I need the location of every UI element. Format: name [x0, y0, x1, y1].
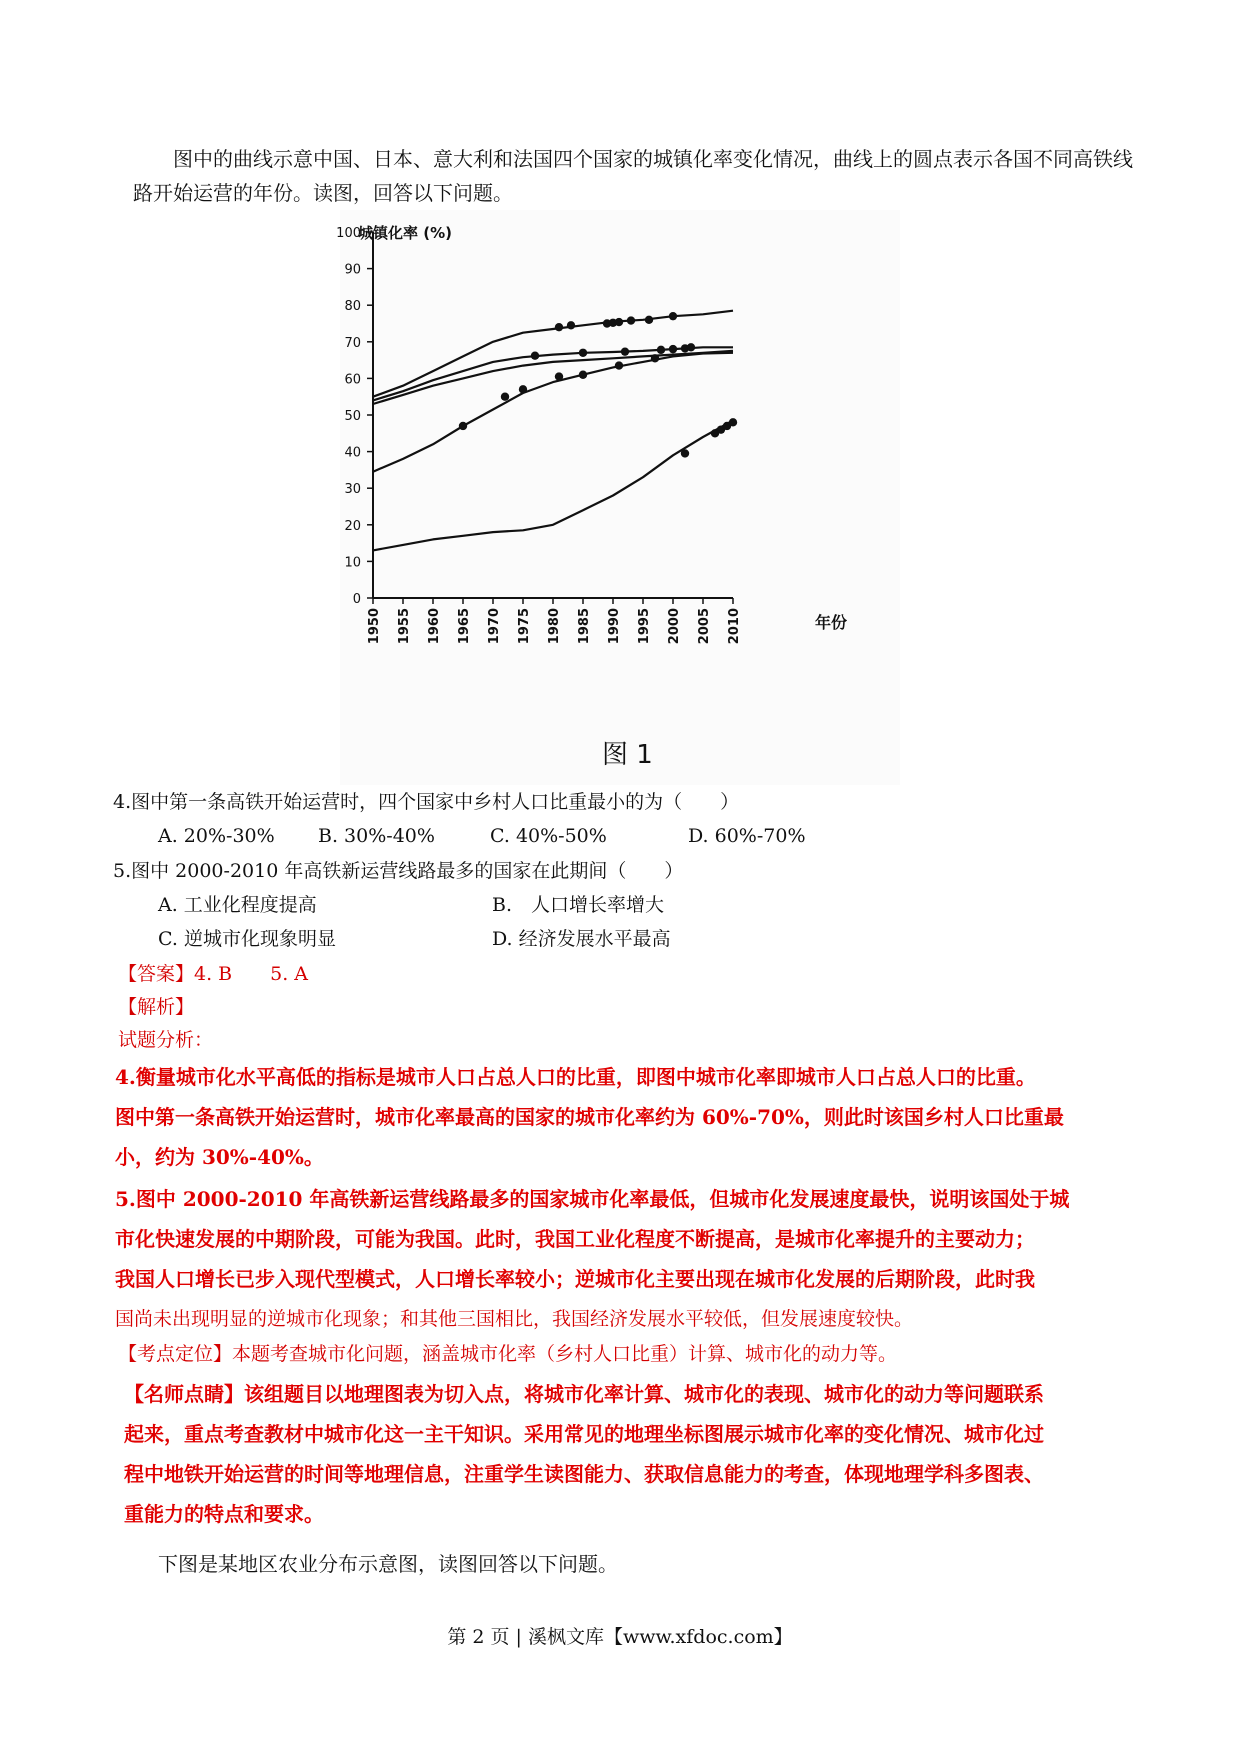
- x-tick-label: 1990: [607, 608, 622, 645]
- explanation-4-line-2: 图中第一条高铁开始运营时，城市化率最高的国家的城市化率约为 60%-70%，则此时该国乡村人口比重最: [115, 1105, 1064, 1129]
- rail-opening-marker: [669, 345, 677, 353]
- mingshi-line-4: 重能力的特点和要求。: [124, 1502, 324, 1526]
- rail-opening-marker: [621, 347, 629, 355]
- rail-opening-marker: [687, 343, 695, 351]
- y-tick-label: 90: [344, 262, 361, 278]
- rail-opening-marker: [651, 354, 659, 362]
- explanation-4-line-3: 小，约为 30%-40%。: [115, 1145, 324, 1169]
- rail-opening-marker: [555, 372, 563, 380]
- rail-opening-marker: [579, 349, 587, 357]
- question-4-option-b: B. 30%-40%: [318, 825, 435, 847]
- y-tick-label: 10: [344, 555, 361, 571]
- rail-opening-marker: [729, 418, 737, 426]
- rail-opening-marker: [615, 361, 623, 369]
- rail-opening-marker: [459, 422, 467, 430]
- mingshi-line-1: 【名师点睛】该组题目以地理图表为切入点，将城市化率计算、城市化的表现、城市化的动力等问题联系: [124, 1382, 1044, 1406]
- mingshi-line-2: 起来，重点考查教材中城市化这一主干知识。采用常见的地理坐标图展示城市化率的变化情况、城市化过: [124, 1422, 1044, 1446]
- explanation-5-line-4: 国尚未出现明显的逆城市化现象；和其他三国相比，我国经济发展水平较低，但发展速度较快。: [115, 1308, 914, 1330]
- question-4-option-d: D. 60%-70%: [688, 825, 806, 847]
- rail-opening-marker: [645, 316, 653, 324]
- x-tick-label: 2005: [697, 608, 712, 645]
- rail-opening-marker: [555, 323, 563, 331]
- y-tick-label: 40: [344, 445, 361, 461]
- y-tick-label: 60: [344, 372, 361, 388]
- analysis-subheading: 试题分析：: [118, 1029, 214, 1051]
- question-5-option-b: B. 人口增长率增大: [492, 894, 665, 916]
- x-tick-label: 1970: [487, 608, 502, 645]
- question-5-option-d: D. 经济发展水平最高: [492, 928, 671, 950]
- figure-caption: 图 1: [602, 740, 653, 770]
- rail-opening-marker: [519, 385, 527, 393]
- x-tick-label: 1975: [517, 608, 532, 645]
- x-tick-label: 1980: [547, 608, 562, 645]
- analysis-heading: 【解析】: [118, 996, 195, 1018]
- y-axis-label: 城镇化率 (%): [358, 224, 452, 242]
- intro-paragraph: 图中的曲线示意中国、日本、意大利和法国四个国家的城镇化率变化情况，曲线上的圆点表示各国不同高铁线路开始运营的年份。读图，回答以下问题。: [133, 147, 1133, 205]
- next-question-intro: 下图是某地区农业分布示意图，读图回答以下问题。: [158, 1552, 618, 1576]
- y-tick-label: 0: [352, 592, 361, 607]
- urbanization-figure: [336, 210, 900, 785]
- explanation-5-line-3: 我国人口增长已步入现代型模式，人口增长率较小；逆城市化主要出现在城市化发展的后期阶段，此时我: [115, 1267, 1035, 1291]
- x-axis-label: 年份: [815, 613, 848, 632]
- y-tick-label: 100: [336, 226, 361, 241]
- question-5-option-c: C. 逆城市化现象明显: [158, 928, 336, 950]
- x-tick-label: 1955: [397, 608, 412, 645]
- question-4-option-a: A. 20%-30%: [158, 825, 275, 847]
- question-5-stem: 5.图中 2000-2010 年高铁新运营线路最多的国家在此期间（ ）: [113, 860, 684, 882]
- rail-opening-marker: [657, 346, 665, 354]
- y-tick-label: 30: [344, 482, 361, 498]
- rail-opening-marker: [627, 316, 635, 324]
- y-tick-label: 50: [344, 409, 361, 424]
- rail-opening-marker: [669, 312, 677, 320]
- question-5-option-a: A. 工业化程度提高: [158, 894, 317, 916]
- question-4-option-c: C. 40%-50%: [490, 825, 607, 847]
- x-tick-label: 2000: [667, 608, 682, 645]
- x-tick-label: 1985: [577, 608, 592, 645]
- x-tick-label: 1995: [637, 608, 652, 645]
- x-tick-label: 1950: [367, 608, 382, 645]
- rail-opening-marker: [615, 318, 623, 326]
- rail-opening-marker: [531, 352, 539, 360]
- answer-line: 【答案】4. B 5. A: [118, 963, 309, 985]
- rail-opening-marker: [567, 321, 575, 329]
- y-tick-label: 70: [344, 335, 361, 351]
- rail-opening-marker: [681, 449, 689, 457]
- kaodian-line: 【考点定位】本题考查城市化问题，涵盖城市化率（乡村人口比重）计算、城市化的动力等。: [118, 1343, 898, 1365]
- explanation-5-line-1: 5.图中 2000-2010 年高铁新运营线路最多的国家城市化率最低，但城市化发展速度最快，说明该国处于城: [115, 1187, 1070, 1211]
- urbanization-chart: [336, 210, 900, 785]
- y-tick-label: 80: [344, 299, 361, 315]
- page-footer: 第 2 页 | 溪枫文库【www.xfdoc.com】: [447, 1626, 793, 1648]
- x-tick-label: 1960: [427, 608, 442, 645]
- figure-background: [340, 210, 900, 785]
- x-tick-label: 1965: [457, 608, 472, 645]
- rail-opening-marker: [579, 371, 587, 379]
- x-tick-label: 2010: [727, 608, 742, 645]
- explanation-5-line-2: 市化快速发展的中期阶段，可能为我国。此时，我国工业化程度不断提高，是城市化率提升的主要动力；: [115, 1227, 1035, 1251]
- explanation-4-line-1: 4.衡量城市化水平高低的指标是城市人口占总人口的比重，即图中城市化率即城市人口占总人口的比重。: [115, 1065, 1036, 1089]
- rail-opening-marker: [501, 393, 509, 401]
- y-tick-label: 20: [344, 518, 361, 534]
- question-4-stem: 4.图中第一条高铁开始运营时，四个国家中乡村人口比重最小的为（ ）: [113, 791, 740, 813]
- mingshi-line-3: 程中地铁开始运营的时间等地理信息，注重学生读图能力、获取信息能力的考查，体现地理学科多图表、: [124, 1462, 1044, 1486]
